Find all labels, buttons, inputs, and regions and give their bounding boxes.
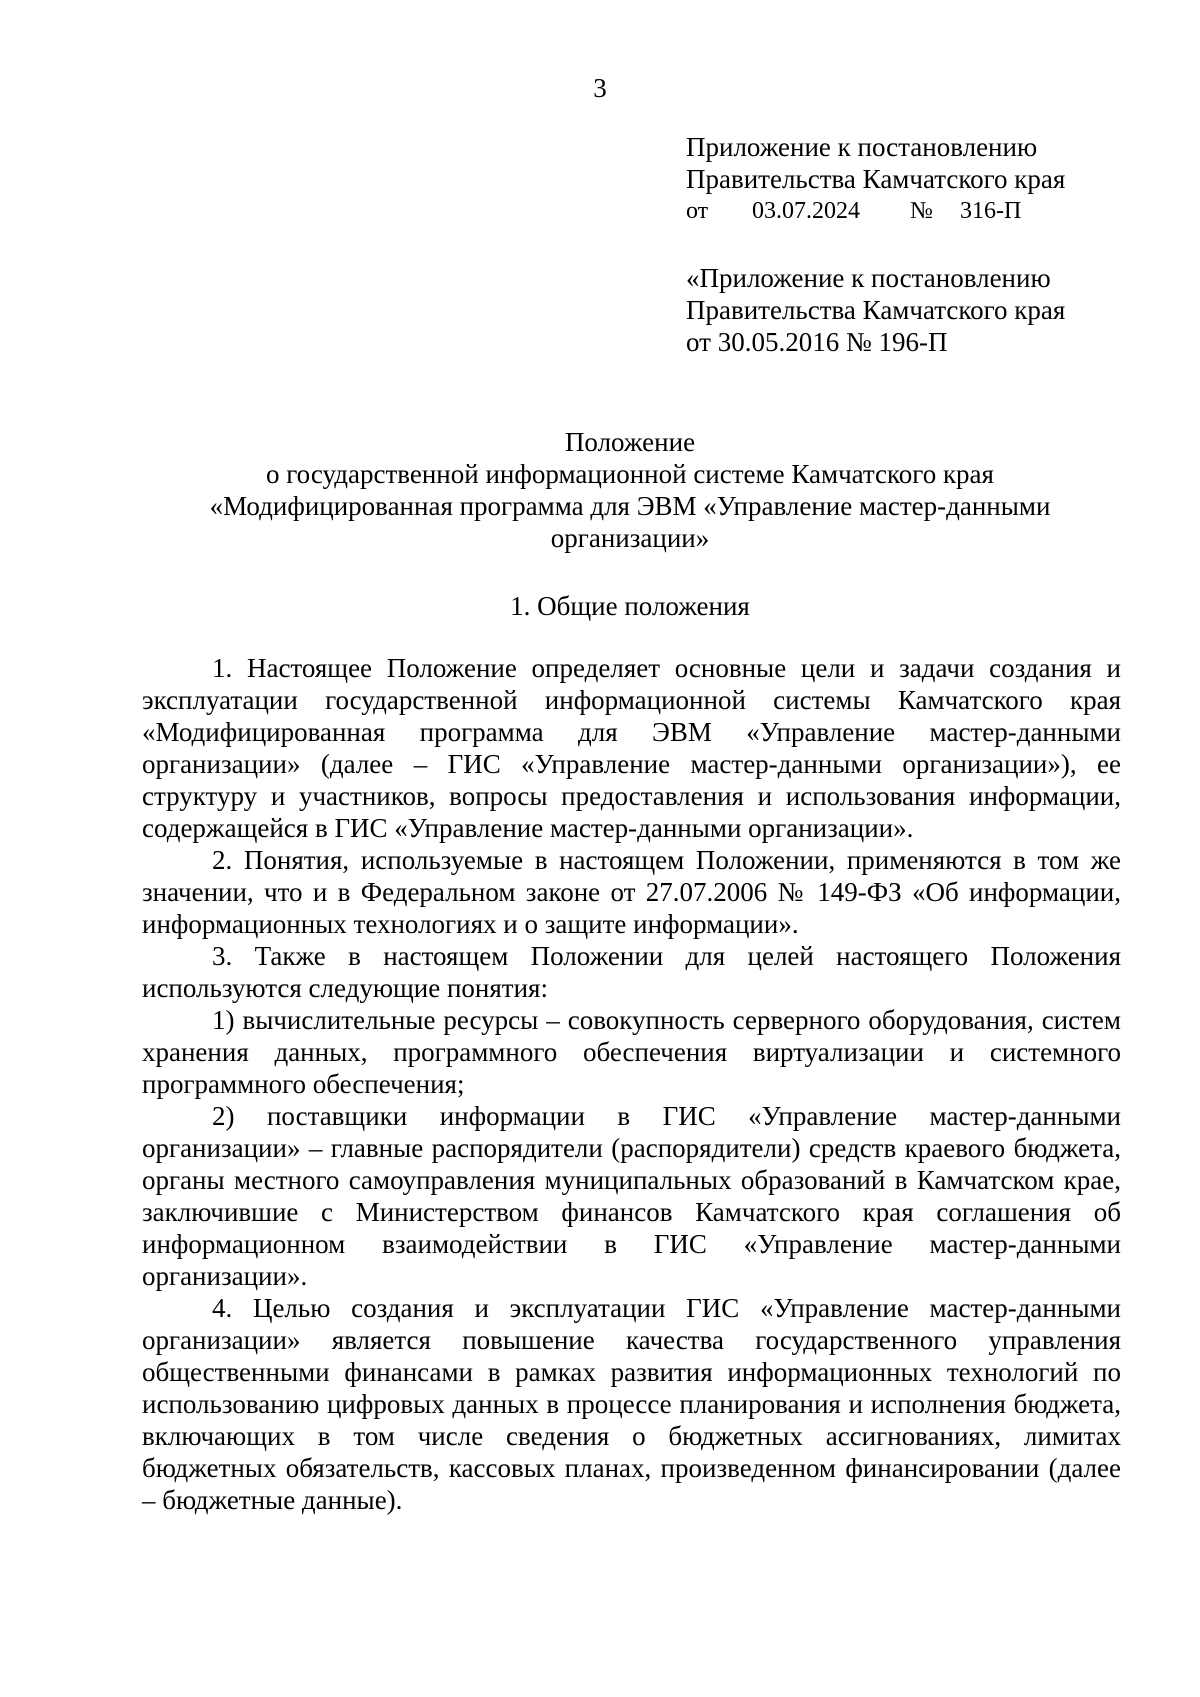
approval-line-1: Приложение к постановлению bbox=[686, 132, 1038, 162]
title-line-1: Положение bbox=[564, 427, 696, 457]
title-line-4: организации» bbox=[550, 523, 710, 553]
paragraph-3-item-1: 1) вычислительные ресурсы – совокупность серверного оборудования, систем хранения данных, программного обеспечения виртуализации и системного программного обеспечения; bbox=[142, 1005, 1121, 1099]
page-number: 3 bbox=[593, 73, 607, 103]
original-approval-line-3: от 30.05.2016 № 196-П bbox=[686, 327, 948, 357]
approval-date-line bbox=[686, 195, 1065, 227]
original-approval-line-2: Правительства Камчатского края bbox=[686, 295, 1066, 325]
approval-number: 316-П bbox=[960, 198, 1022, 224]
approval-line-2: Правительства Камчатского края bbox=[686, 164, 1066, 194]
paragraph-1: 1. Настоящее Положение определяет основные цели и задачи создания и эксплуатации государственной информационной системы Камчатского края «Модифицированная программа для ЭВМ «Управление мастер-данными организации» (далее – ГИС «Управление мастер-данными организации»), ее структуру и участников, вопросы предоставления и использования информации, содержащейся в ГИС «Управление мастер-данными организации». bbox=[142, 653, 1121, 843]
paragraph-3-item-2: 2) поставщики информации в ГИС «Управление мастер-данными организации» – главные распорядители (распорядители) средств краевого бюджета, органы местного самоуправления муниципальных образований в Камчатском крае, заключившие с Министерством финансов Камчатского края соглашения об информационном взаимодействии в ГИС «Управление мастер-данными организации». bbox=[142, 1101, 1121, 1291]
title-line-3: «Модифицированная программа для ЭВМ «Управление мастер-данными bbox=[209, 491, 1051, 521]
title-line-2: о государственной информационной системе Камчатского края bbox=[266, 459, 994, 489]
document-body bbox=[142, 652, 1121, 1516]
approval-number-sign: № bbox=[910, 198, 933, 224]
original-approval-line-1: «Приложение к постановлению bbox=[686, 263, 1051, 293]
approval-header bbox=[686, 131, 1065, 227]
paragraph-4: 4. Целью создания и эксплуатации ГИС «Управление мастер-данными организации» является повышение качества государственного управления общественными финансами в рамках развития информационных технологий по использованию цифровых данных в процессе планирования и исполнения бюджета, включающих в том числе сведения о бюджетных ассигнованиях, лимитах бюджетных обязательств, кассовых планах, произведенном финансировании (далее – бюджетные данные). bbox=[142, 1293, 1121, 1515]
paragraph-3: 3. Также в настоящем Положении для целей настоящего Положения используются следующие понятия: bbox=[142, 941, 1121, 1003]
approval-from-label: от bbox=[686, 198, 709, 224]
original-approval-header bbox=[686, 262, 1065, 358]
section-heading: 1. Общие положения bbox=[510, 591, 750, 621]
paragraph-2: 2. Понятия, используемые в настоящем Положении, применяются в том же значении, что и в Федеральном законе от 27.07.2006 № 149-ФЗ «Об информации, информационных технологиях и о защите информации». bbox=[142, 845, 1121, 939]
approval-date: 03.07.2024 bbox=[752, 198, 860, 224]
document-title bbox=[140, 426, 1120, 554]
